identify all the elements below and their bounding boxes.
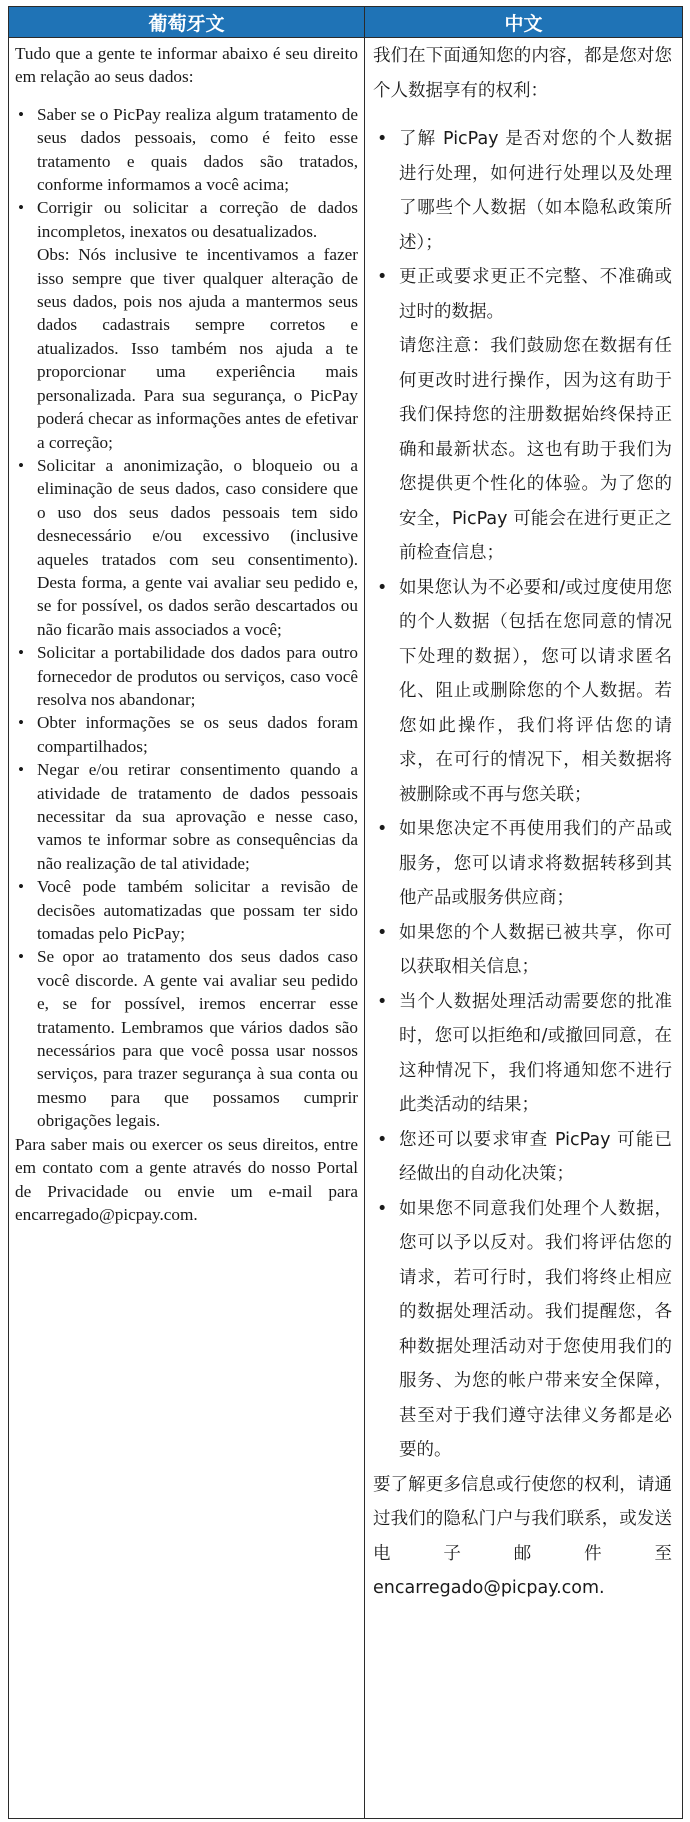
header-chinese: 中文 (365, 7, 683, 38)
bilingual-rights-table (8, 6, 683, 1819)
list-item-text: Saber se o PicPay realiza algum tratamento de seus dados pessoais, como é feito esse tratamento e quais dados são tratados, conforme informamos a você acima; (37, 104, 358, 195)
list-item (15, 758, 358, 875)
list-item (15, 641, 358, 711)
bullet-icon: • (18, 877, 25, 897)
bullet-icon: • (377, 129, 388, 149)
list-item-text: 如果您不同意我们处理个人数据，您可以予以反对。我们将评估您的请求，若可行时，我们将终止相应的数据处理活动。我们提醒您，各种数据处理活动对于您使用我们的服务、为您的帐户带来安全保障，甚至对于我们遵守法律义务都是必要的。 (399, 1198, 672, 1460)
bullet-icon: • (18, 643, 25, 663)
portuguese-cell (9, 38, 365, 1819)
chinese-cell (365, 38, 683, 1819)
list-item (15, 103, 358, 197)
list-item (373, 1123, 672, 1192)
header-row (9, 7, 683, 38)
bullet-icon: • (377, 1198, 388, 1219)
bullet-icon: • (18, 760, 25, 780)
list-item-text: 如果您认为不必要和/或过度使用您的个人数据（包括在您同意的情况下处理的数据），您可以请求匿名化、阻止或删除您的个人数据。若您如此操作，我们将评估您的请求，在可行的情况下，相关数据将被删除或不再与您关联； (399, 577, 672, 805)
content-row (9, 38, 683, 1819)
list-item-text: Se opor ao tratamento dos seus dados caso você discorde. A gente vai avaliar seu pedido e, se for possível, iremos encerrar esse tratamento. Lembramos que vários dados são necessários para que você possa usar nossos serviços, para trazer segurança à sua conta ou mesmo para que possamos cumprir obrigações legais. (37, 947, 358, 1131)
pt-obs-note: Obs: Nós inclusive te incentivamos a fazer isso sempre que tiver qualquer alteração de seus dados, pois nos ajuda a mantermos seus dados cadastrais sempre corretos e atualizados. Isso também nos ajuda a te proporcionar uma experiência mais personalizada. Para sua segurança, o PicPay poderá checar as informações antes de efetivar a correção; (37, 245, 358, 452)
list-item-text: 当个人数据处理活动需要您的批准时，您可以拒绝和/或撤回同意，在这种情况下，我们将通知您不进行此类活动的结果； (399, 991, 672, 1115)
zh-rights-list (373, 122, 672, 1468)
bullet-icon: • (377, 1129, 388, 1150)
list-item (15, 711, 358, 758)
list-item (373, 812, 672, 916)
list-item (15, 875, 358, 945)
bullet-icon: • (18, 104, 25, 124)
list-item (373, 260, 672, 571)
list-item-text: Negar e/ou retirar consentimento quando a atividade de tratamento de dados pessoais necessitar da sua aprovação e nesse caso, vamos te informar sobre as consequências da não realização de tal atividade; (37, 760, 358, 873)
zh-obs-note: 请您注意：我们鼓励您在数据有任何更改时进行操作，因为这有助于我们保持您的注册数据始终保持正确和最新状态。这也有助于我们为您提供更个性化的体验。为了您的安全，PicPay 可能会在进行更正之前检查信息； (399, 336, 672, 563)
zh-intro: 我们在下面通知您的内容，都是您对您个人数据享有的权利： (373, 46, 672, 101)
bullet-icon: • (18, 947, 25, 967)
bullet-icon: • (377, 991, 388, 1012)
list-item (373, 916, 672, 985)
list-item-text: 如果您决定不再使用我们的产品或服务，您可以请求将数据转移到其他产品或服务供应商； (399, 819, 672, 908)
pt-rights-list (15, 103, 358, 1133)
list-item-text: 如果您的个人数据已被共享，你可以获取相关信息； (399, 922, 672, 977)
list-item (373, 985, 672, 1123)
list-item-text: Corrigir ou solicitar a correção de dados incompletos, inexatos ou desatualizados. (37, 198, 358, 241)
bullet-icon: • (377, 819, 388, 839)
list-item (15, 196, 358, 453)
bullet-icon: • (377, 577, 388, 598)
bullet-icon: • (18, 455, 25, 475)
bullet-icon: • (377, 922, 388, 943)
list-item-text: Obter informações se os seus dados foram compartilhados; (37, 713, 358, 756)
bullet-icon: • (18, 713, 25, 733)
header-portuguese: 葡萄牙文 (9, 7, 365, 38)
list-item-text: 更正或要求更正不完整、不准确或过时的数据。 (399, 267, 672, 322)
list-item (15, 454, 358, 641)
list-item (373, 122, 672, 260)
list-item-text: Solicitar a anonimização, o bloqueio ou a eliminação de seus dados, caso considere que o uso dos seus dados pessoais tem sido desnecessário e/ou excessivo (inclusive aqueles tratados com seu consentimento). Desta forma, a gente vai avaliar seu pedido e, se for possível, os dados serão descartados ou não ficarão mais associados a você; (37, 455, 358, 639)
list-item-text: Você pode também solicitar a revisão de decisões automatizadas que possam ter sido tomadas pelo PicPay; (37, 877, 358, 944)
list-item-text: Solicitar a portabilidade dos dados para outro fornecedor de produtos ou serviços, caso você resolva nos abandonar; (37, 643, 358, 709)
zh-outro: 要了解更多信息或行使您的权利，请通过我们的隐私门户与我们联系，或发送电子邮件至 encarregado@picpay.com. (373, 1474, 672, 1598)
pt-intro: Tudo que a gente te informar abaixo é seu direito em relação ao seus dados: (15, 44, 358, 87)
bullet-icon: • (377, 267, 388, 287)
bullet-icon: • (18, 198, 25, 218)
list-item-text: 了解 PicPay 是否对您的个人数据进行处理，如何进行处理以及处理了哪些个人数据（如本隐私政策所述）； (399, 129, 672, 253)
pt-outro: Para saber mais ou exercer os seus direitos, entre em contato com a gente através do nosso Portal de Privacidade ou envie um e-mail para encarregado@picpay.com. (15, 1134, 358, 1224)
list-item (15, 945, 358, 1132)
list-item (373, 571, 672, 813)
list-item-text: 您还可以要求审查 PicPay 可能已经做出的自动化决策； (399, 1129, 672, 1184)
list-item (373, 1192, 672, 1468)
